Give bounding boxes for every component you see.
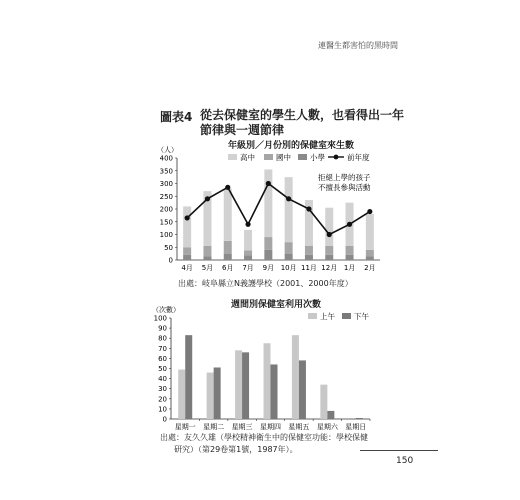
chart2-bar-下午 [214,367,221,419]
chart2-ytick-label: 80 [158,334,167,343]
chart1-xtick-label: 5月 [201,264,214,272]
chart1-source: 出處：岐阜縣立N義護學校（2001、2000年度） [178,279,353,288]
chart2-legend-label: 上午 [320,312,335,321]
chart1-xtick-label: 6月 [222,264,234,272]
chart1-ytick-label: 50 [164,243,173,252]
chart2-bar-上午 [207,373,214,419]
chart1-legend-label: 前年度 [347,153,370,162]
chart1-xtick-label: 1月 [343,264,356,272]
chart1-xtick-label: 9月 [262,264,275,272]
chart2-ytick-label: 30 [158,385,167,394]
chart2-bar-上午 [235,350,242,419]
page-rule [360,450,438,451]
chart1-ytick-label: 400 [159,154,173,163]
chart1-xtick-label: 7月 [242,264,254,272]
chart2-ytick-label: 0 [162,415,167,424]
chart2-bar-下午 [185,335,192,419]
chart1-xtick-label: 4月 [181,264,193,272]
chart1-ytick-label: 250 [159,192,173,201]
chart2-bar-上午 [292,335,299,419]
chart1-xtick-label: 11月 [300,264,317,272]
chart2-ytick-label: 100 [153,314,167,323]
figure-title-line2: 節律與一週節律 [200,123,285,137]
chart2-caption: 週間別保健室利用次數 [231,300,322,310]
chart2-xtick-label: 星期六 [316,423,338,431]
chart2-bar-上午 [178,370,185,419]
chart2-xtick-label: 星期五 [288,423,310,431]
chart2-legend-swatch [342,313,351,319]
chart2-ytick-label: 20 [158,395,167,404]
chart2-ytick-label: 50 [158,365,167,373]
chart1-ylabel: （人） [157,146,178,154]
chart2-source-line2: 研究）（第29卷第1號，1987年）。 [174,445,298,454]
chart2-xtick-label: 星期三 [231,423,253,431]
chart2-ytick-label: 40 [158,375,167,384]
chart1-ytick-label: 200 [159,205,173,214]
chart1-ytick-label: 0 [168,256,173,265]
chart2-bar-下午 [356,418,363,419]
chart2-bar-下午 [327,411,334,419]
chart2-xtick-label: 星期日 [345,423,367,431]
chart2-source-line1: 出處：友久久雄（學校精神衛生中的保健室功能：學校保健 [160,433,368,442]
chart1-caption: 年級別／月份別的保健室來生數 [228,141,355,151]
figure-title-line1: 從去保健室的學生人數，也看得出一年 [200,108,405,122]
chart1-xtick-label: 12月 [321,264,338,272]
chart2-source [160,432,368,456]
chart2-ylabel: （次數） [152,306,180,314]
chart2-legend-label: 下午 [354,312,369,321]
chart1-xtick-label: 2月 [364,264,376,272]
chart2-ytick-label: 60 [158,354,167,363]
chart2-ytick-label: 70 [158,344,167,353]
chart1-legend-label: 國中 [276,153,291,162]
page-number: 150 [396,456,414,466]
chart2-legend-swatch [308,313,317,319]
chart2-bar-上午 [320,385,327,419]
figure-label: 圖表4 [160,110,193,124]
chart2-xtick-label: 星期二 [203,423,225,431]
chart1-ytick-label: 150 [159,218,173,227]
chart1-xtick-label: 10月 [280,264,297,272]
chart2-bar-下午 [299,360,306,419]
running-head: 連醫生都害怕的黑時間 [318,41,398,50]
chart1-ytick-label: 300 [159,180,173,188]
chart2-bar-下午 [242,352,249,419]
chart1-legend-label: 小學 [310,153,325,162]
chart2-bar-上午 [264,343,271,419]
chart1-ytick-label: 350 [159,167,173,176]
chart1-annotation: 不擅長參與活動 [318,183,371,192]
chart1-ytick-label: 100 [159,231,173,239]
chart2-ytick-label: 90 [158,324,167,333]
chart2-bar-下午 [271,364,278,419]
chart2-xtick-label: 星期一 [174,423,196,431]
chart2-xtick-label: 星期四 [260,423,281,431]
chart1-annotation: 拒絕上學的孩子 [318,173,371,182]
chart1-legend-label: 高中 [240,153,255,162]
chart2-ytick-label: 10 [158,405,167,414]
